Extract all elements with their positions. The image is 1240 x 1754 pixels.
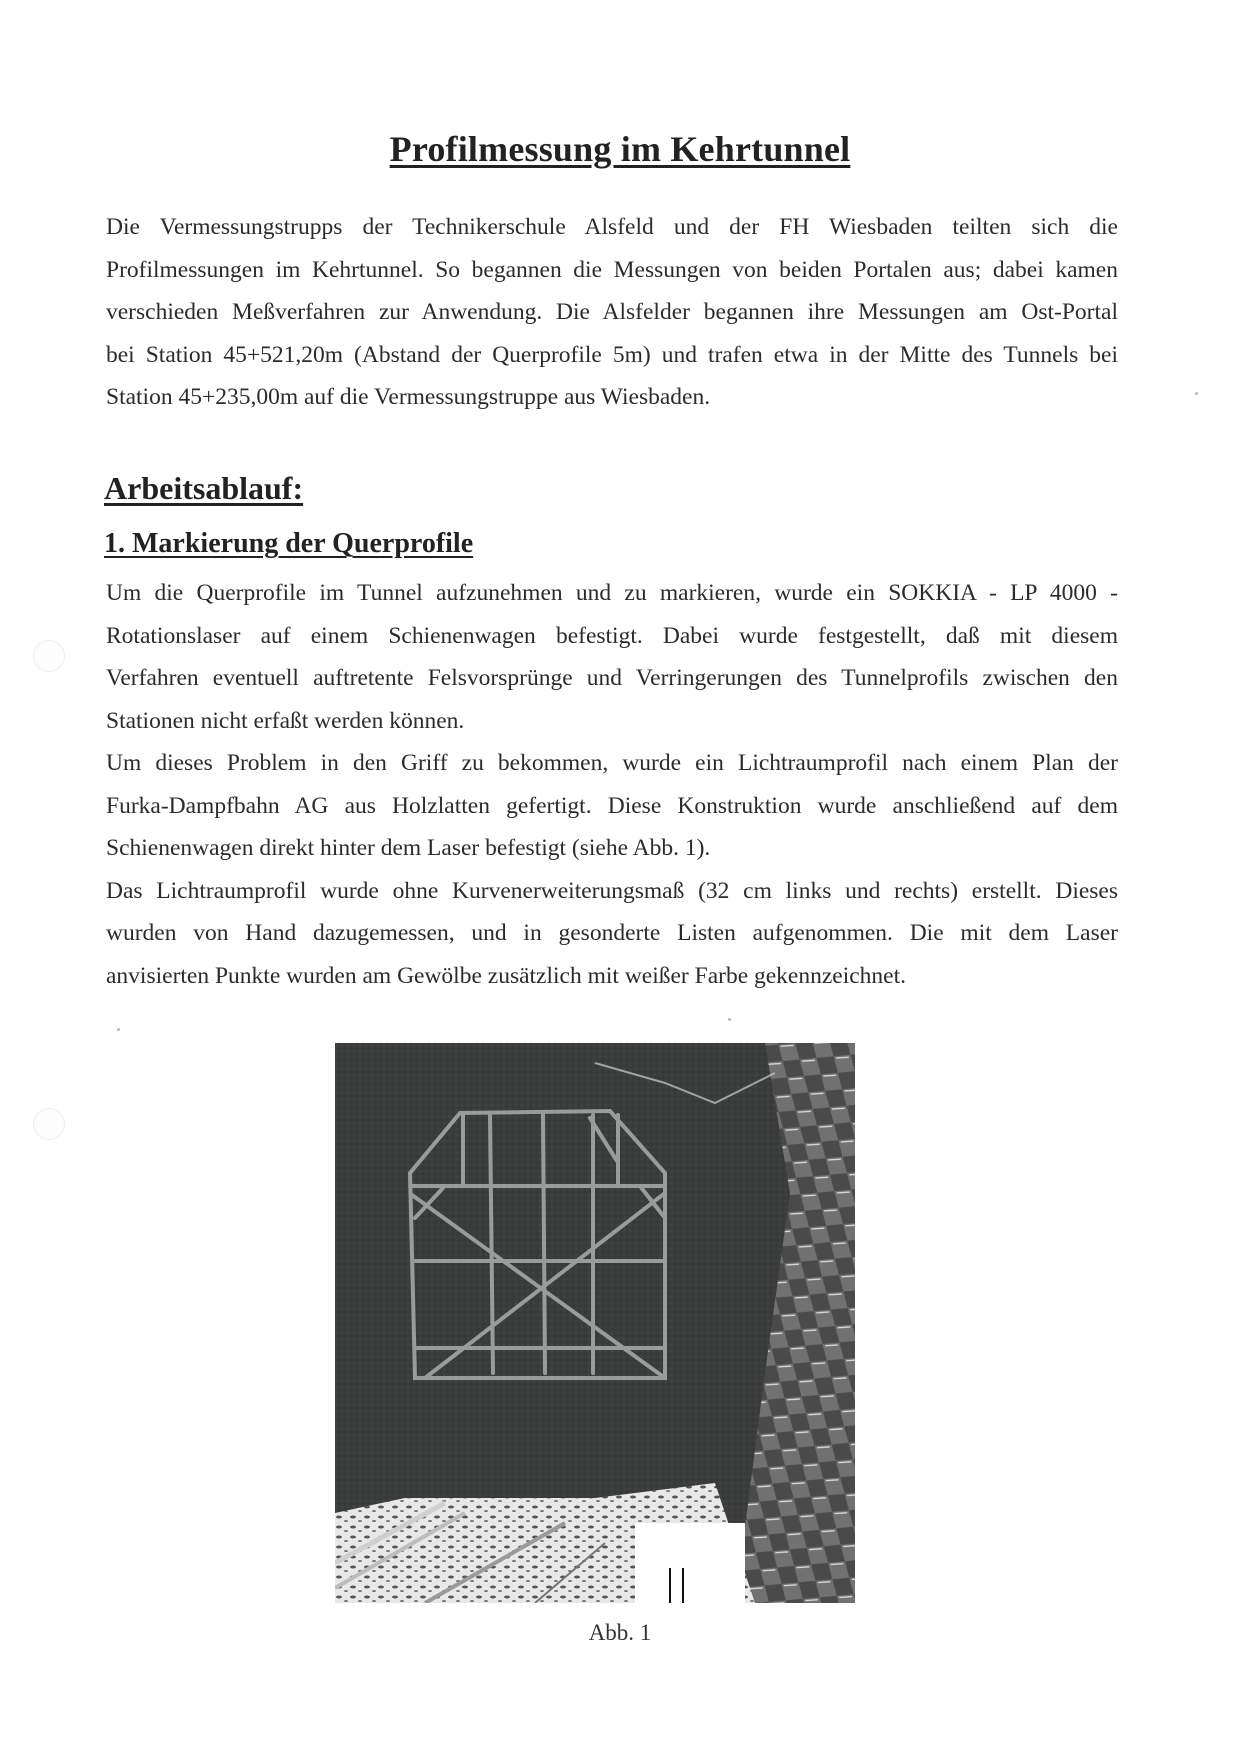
- text-line: Um die Querprofile im Tunnel aufzunehmen und zu markieren, wurde ein SOKKIA - LP 4000 -: [106, 580, 1118, 606]
- text-line: Profilmessungen im Kehrtunnel. So begannen die Messungen von beiden Portalen aus; dabei kamen: [106, 256, 1118, 283]
- text-line: wurden von Hand dazugemessen, und in gesonderte Listen aufgenommen. Die mit dem Laser: [106, 920, 1118, 946]
- page-title: Profilmessung im Kehrtunnel: [389, 129, 851, 169]
- text-line: bei Station 45+521,20m (Abstand der Querprofile 5m) und trafen etwa in der Mitte des Tunnels bei: [106, 341, 1118, 368]
- body-paragraph: [106, 572, 1118, 997]
- text-line: Schienenwagen direkt hinter dem Laser befestigt (siehe Abb. 1).: [106, 835, 711, 861]
- subsection-heading: 1. Markierung der Querprofile: [104, 528, 474, 559]
- punch-hole-mark: [33, 640, 65, 672]
- text-line: Die Vermessungstrupps der Technikerschule Alsfeld und der FH Wiesbaden teilten sich die: [106, 214, 1118, 240]
- scan-speck: [1195, 392, 1198, 395]
- text-line: Um dieses Problem in den Griff zu bekommen, wurde ein Lichtraumprofil nach einem Plan der: [106, 750, 1118, 776]
- text-line: verschieden Meßverfahren zur Anwendung. Die Alsfelder begannen ihre Messungen am Ost-Portal: [106, 299, 1118, 325]
- section-heading: Arbeitsablauf:: [104, 470, 304, 506]
- tunnel-photo-illustration: [335, 1043, 855, 1603]
- text-line: Das Lichtraumprofil wurde ohne Kurvenerweiterungsmaß (32 cm links und rechts) erstellt. Dieses: [106, 877, 1118, 904]
- figure-caption: Abb. 1: [588, 1620, 652, 1645]
- text-line: Station 45+235,00m auf die Vermessungstruppe aus Wiesbaden.: [106, 384, 711, 410]
- scan-speck: [117, 1028, 120, 1031]
- scan-speck: [728, 1018, 731, 1021]
- intro-paragraph: [106, 206, 1118, 419]
- punch-hole-mark: [33, 1108, 65, 1140]
- text-line: Furka-Dampfbahn AG aus Holzlatten gefertigt. Diese Konstruktion wurde anschließend auf dem: [106, 792, 1118, 819]
- text-line: anvisierten Punkte wurden am Gewölbe zusätzlich mit weißer Farbe gekennzeichnet.: [106, 962, 907, 989]
- text-line: Verfahren eventuell auftretente Felsvorsprünge und Verringerungen des Tunnelprofils zwischen den: [106, 665, 1118, 691]
- text-line: Rotationslaser auf einem Schienenwagen befestigt. Dabei wurde festgestellt, daß mit diesem: [106, 622, 1118, 649]
- figure-photo-tunnel-profile-frame: [335, 1043, 855, 1603]
- text-line: Stationen nicht erfaßt werden können.: [106, 707, 465, 734]
